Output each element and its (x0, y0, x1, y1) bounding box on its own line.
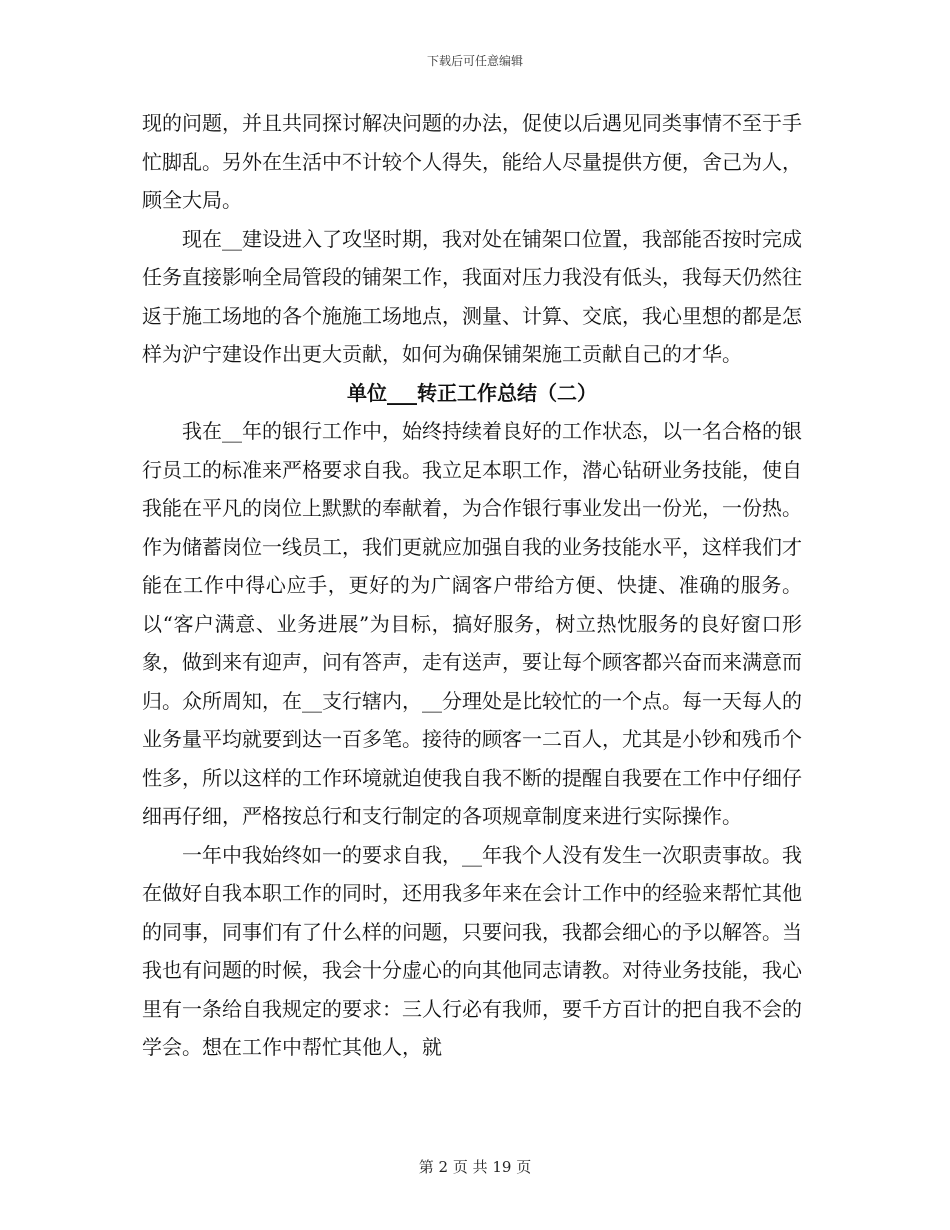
document-body (142, 104, 802, 1067)
page-footer: 第 2 页 共 19 页 (418, 1158, 532, 1176)
paragraph-2: 现在__建设进入了攻坚时期，我对处在铺架口位置，我部能否按时完成任务直接影响全局管段的铺架工作，我面对压力我没有低头，我每天仍然往返于施工场地的各个施施工场地点，测量、计算、交底，我心里想的都是怎样为沪宁建设作出更大贡献，如何为确保铺架施工贡献自己的才华。 (142, 226, 802, 366)
paragraph-3: 我在__年的银行工作中，始终持续着良好的工作状态，以一名合格的银行员工的标准来严格要求自我。我立足本职工作，潜心钻研业务技能，使自我能在平凡的岗位上默默的奉献着，为合作银行事业发出一份光，一份热。作为储蓄岗位一线员工，我们更就应加强自我的业务技能水平，这样我们才能在工作中得心应手，更好的为广阔客户带给方便、快捷、准确的服务。以“客户满意、业务进展”为目标，搞好服务，树立热忱服务的良好窗口形象，做到来有迎声，问有答声，走有送声，要让每个顾客都兴奋而来满意而归。众所周知，在__支行辖内，__分理处是比较忙的一个点。每一天每人的业务量平均就要到达一百多笔。接待的顾客一二百人，尤其是小钞和残币个性多，所以这样的工作环境就迫使我自我不断的提醒自我要在工作中仔细仔细再仔细，严格按总行和支行制定的各项规章制度来进行实际操作。 (142, 419, 802, 828)
paragraph-4: 一年中我始终如一的要求自我，__年我个人没有发生一次职责事故。我在做好自我本职工作的同时，还用我多年来在会计工作中的经验来帮忙其他的同事，同事们有了什么样的问题，只要问我，我都会细心的予以解答。当我也有问题的时候，我会十分虚心的向其他同志请教。对待业务技能，我心里有一条给自我规定的要求：三人行必有我师，要千方百计的把自我不会的学会。想在工作中帮忙其他人，就 (142, 842, 802, 1059)
page-header: 下载后可任意编辑 (426, 54, 523, 68)
section-title: 单位___转正工作总结（二） (347, 380, 597, 405)
paragraph-1: 现的问题，并且共同探讨解决问题的办法，促使以后遇见同类事情不至于手忙脚乱。另外在生活中不计较个人得失，能给人尽量提供方便，舍己为人，顾全大局。 (142, 111, 802, 212)
